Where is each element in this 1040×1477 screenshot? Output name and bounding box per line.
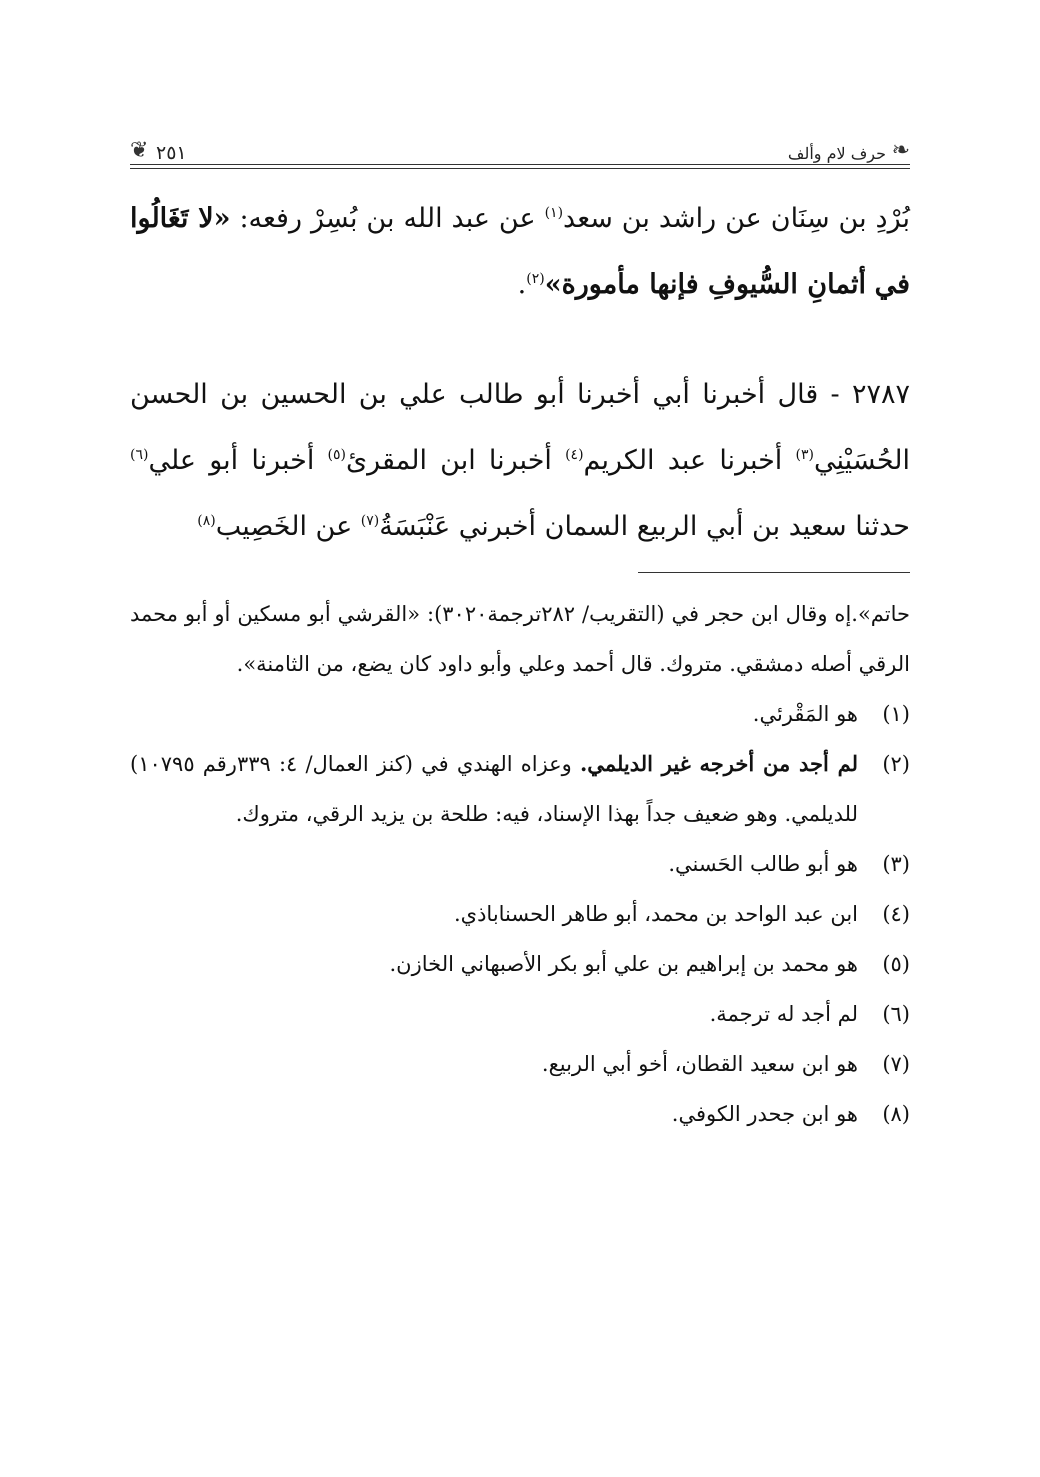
header-rule: [130, 164, 910, 169]
footnote-number: (٢): [882, 752, 910, 776]
footnote-number: (٧): [882, 1052, 910, 1076]
paragraph-1: بُرْدِ بن سِنَان عن راشد بن سعد$^{(١)}$ عن عبد الله بن بُسِرْ رفعه: «لا تَغَالُوا في أثمانِ السُّيوفِ فإنها مأمورة»$^{(٢)}$.: [130, 203, 910, 300]
hadith-text-2: أثمانِ السُّيوفِ فإنها مأمورة»: [544, 269, 866, 300]
footnote-text: هو المَقْرئي.: [752, 702, 858, 726]
ornament-left-icon: ❦: [130, 138, 149, 163]
footnote-ref-3: (٣): [795, 447, 814, 463]
footnote-separator: [638, 572, 910, 573]
footnote-ref-2: (٢): [526, 271, 545, 287]
paragraph-2787: ٢٧٨٧ - قال أخبرنا أبي أخبرنا أبو طالب علي بن الحسين بن الحسن الحُسَيْنِي$^{(٣)}$ أخبرنا عبد الكريم$^{(٤)}$ أخبرنا ابن المقرئ$^{(٥)}$ أخبرنا أبو علي$^{(٦)}$ حدثنا سعيد بن أبي الربيع السمان أخبرني عَنْبَسَةُ$^{(٧)}$ عن الخَصِيب$^{(٨)}$: [130, 379, 910, 542]
footnote-ref-6: (٦): [130, 447, 149, 463]
footnote-text: هو ابن جحدر الكوفي.: [671, 1102, 858, 1126]
footnote-ref-4: (٤): [565, 447, 584, 463]
footnote-item: [130, 1089, 910, 1139]
footnote-item: [130, 989, 910, 1039]
chapter-title: حرف لام وألف: [787, 144, 886, 163]
main-text: [130, 186, 910, 560]
page-number: ٢٥١: [156, 142, 187, 164]
footnote-number: (٦): [882, 1002, 910, 1026]
footnote-number: (٥): [882, 952, 910, 976]
footnote-text: هو ابن سعيد القطان، أخو أبي الربيع.: [541, 1052, 858, 1076]
footnote-text: هو محمد بن إبراهيم بن علي أبو بكر الأصبهاني الخازن.: [389, 952, 858, 976]
footnote-item: [130, 839, 910, 889]
hadith-text-1: «لا تَغَالُوا في: [130, 203, 910, 300]
ornament-right-icon: ❧: [891, 138, 910, 163]
footnote-number: (١): [882, 702, 910, 726]
page: [130, 130, 910, 1139]
footnote-text: لم أجد له ترجمة.: [709, 1002, 858, 1026]
footnote-item: [130, 889, 910, 939]
running-header: [130, 130, 910, 172]
footnote-text: لم أجد من أخرجه غير الديلمي. وعزاه الهندي في (كنز العمال/ ٤: ٣٣٩رقم ١٠٧٩٥) للديلمي. وهو ضعيف جداً بهذا الإسناد، فيه: طلحة بن يزيد الرقي، متروك.: [130, 751, 858, 826]
footnote-continuation: حاتم».إه وقال ابن حجر في (التقريب/ ٢٨٢ترجمة٣٠٢٠): «القرشي أبو مسكين أو أبو محمد الرقي أصله دمشقي. متروك. قال أحمد وعلي وأبو داود كان يضع، من الثامنة».: [130, 602, 910, 676]
footnote-number: (٣): [882, 852, 910, 876]
footnote-text: ابن عبد الواحد بن محمد، أبو طاهر الحسناباذي.: [453, 902, 858, 926]
footnote-ref-1: (١): [544, 205, 564, 221]
footnote-item: [130, 739, 910, 839]
footnote-number: (٨): [882, 1102, 910, 1126]
footnote-ref-5: (٥): [327, 447, 346, 463]
footnote-text: هو أبو طالب الحَسني.: [668, 852, 858, 876]
footnote-item: [130, 689, 910, 739]
footnote-item: [130, 939, 910, 989]
footnote-ref-7: (٧): [360, 513, 380, 529]
footnote-ref-8: (٨): [197, 513, 216, 529]
footnote-item: [130, 1039, 910, 1089]
footnote-number: (٤): [882, 902, 910, 926]
footnotes: [130, 589, 910, 1139]
